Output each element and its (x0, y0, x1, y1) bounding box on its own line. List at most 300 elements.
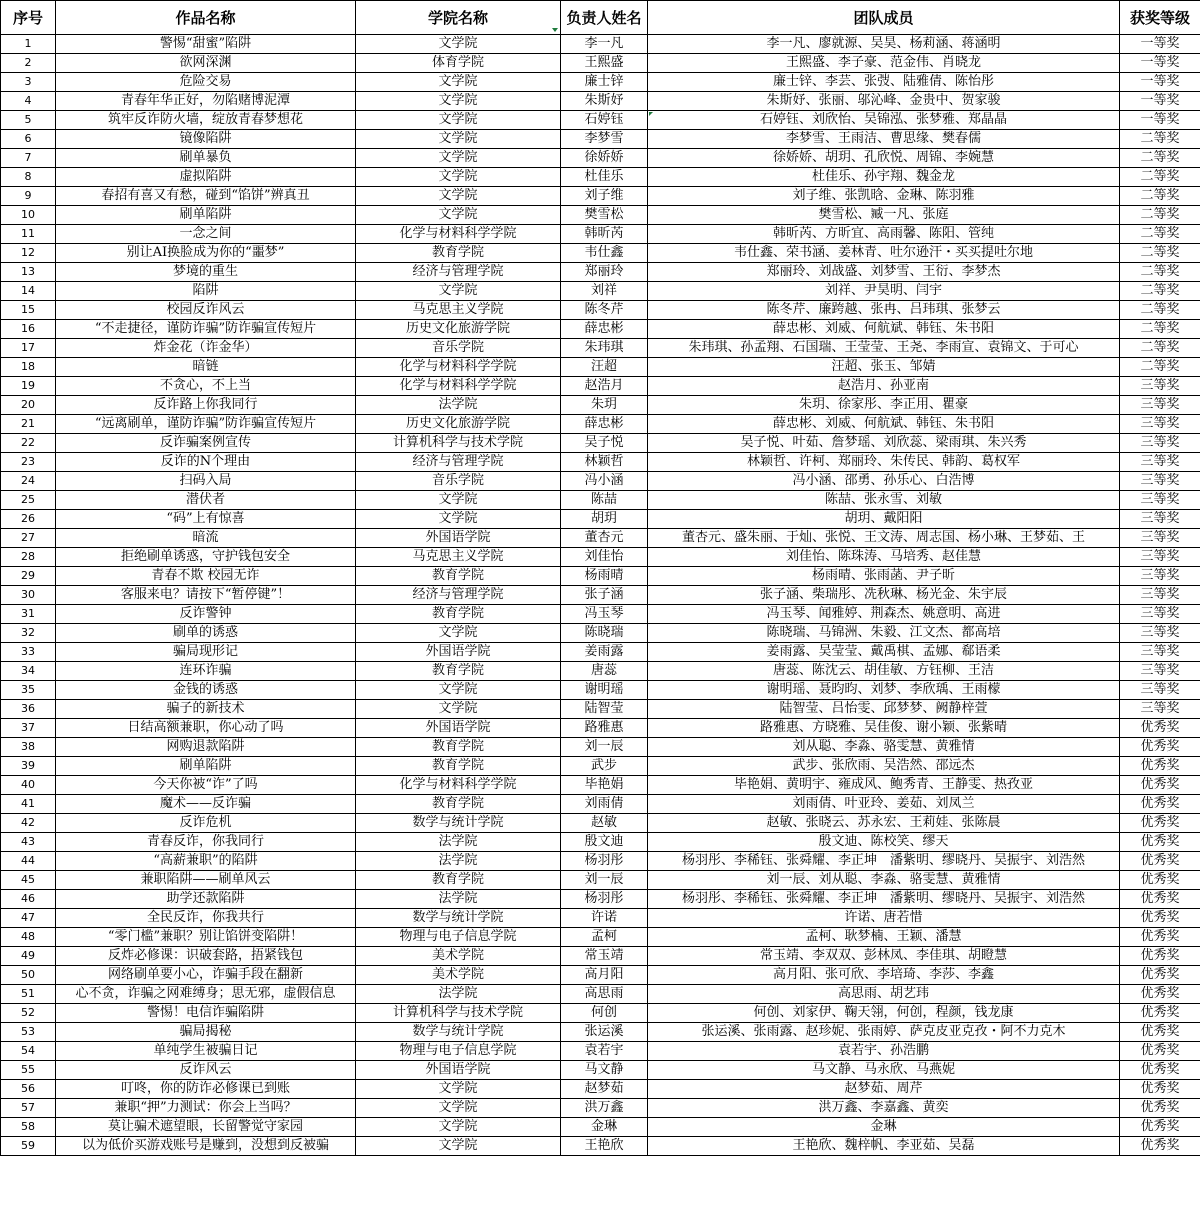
header-work-title[interactable]: 作品名称 (56, 1, 356, 35)
cell-leader[interactable]: 唐蕊 (561, 662, 648, 681)
cell-leader[interactable]: 马文静 (561, 1061, 648, 1080)
cell-team-members[interactable]: 杨羽彤、李稀钰、张舜耀、李正坤 潘紫明、缪晓丹、吴振宇、刘浩然 (648, 890, 1120, 909)
cell-award-level[interactable]: 优秀奖 (1120, 833, 1200, 852)
cell-team-members[interactable]: 陆智莹、吕怡雯、邱梦梦、阙静梓萱 (648, 700, 1120, 719)
cell-work-title[interactable]: “码”上有惊喜 (56, 510, 356, 529)
cell-award-level[interactable]: 三等奖 (1120, 472, 1200, 491)
cell-leader[interactable]: 杨羽彤 (561, 890, 648, 909)
cell-leader[interactable]: 韩昕芮 (561, 225, 648, 244)
cell-leader[interactable]: 石婷钰 (561, 111, 648, 130)
cell-team-members[interactable]: 高月阳、张可欣、李培琦、李莎、李鑫 (648, 966, 1120, 985)
cell-award-level[interactable]: 优秀奖 (1120, 1118, 1200, 1137)
cell-index[interactable]: 52 (1, 1004, 56, 1023)
cell-team-members[interactable]: 刘从聪、李淼、骆雯慧、黄雅情 (648, 738, 1120, 757)
cell-college[interactable]: 物理与电子信息学院 (356, 928, 561, 947)
cell-index[interactable]: 58 (1, 1118, 56, 1137)
cell-college[interactable]: 马克思主义学院 (356, 301, 561, 320)
cell-leader[interactable]: 郑丽玲 (561, 263, 648, 282)
cell-leader[interactable]: 徐娇娇 (561, 149, 648, 168)
cell-index[interactable]: 21 (1, 415, 56, 434)
cell-award-level[interactable]: 优秀奖 (1120, 909, 1200, 928)
cell-work-title[interactable]: 青春不欺 校园无诈 (56, 567, 356, 586)
cell-team-members[interactable]: 何创、刘家伊、鞠天翎，何创，程颜，钱龙康 (648, 1004, 1120, 1023)
cell-college[interactable]: 外国语学院 (356, 643, 561, 662)
cell-leader[interactable]: 刘佳怡 (561, 548, 648, 567)
cell-award-level[interactable]: 三等奖 (1120, 434, 1200, 453)
cell-team-members[interactable]: 胡玥、戴阳阳 (648, 510, 1120, 529)
cell-team-members[interactable]: 董杏元、盛朱丽、于灿、张悦、王文涛、周志国、杨小琳、王梦茹、王 (648, 529, 1120, 548)
cell-leader[interactable]: 朱玮琪 (561, 339, 648, 358)
cell-team-members[interactable]: 郑丽玲、刘战盛、刘梦雪、王衍、李梦杰 (648, 263, 1120, 282)
cell-college[interactable]: 教育学院 (356, 757, 561, 776)
cell-team-members[interactable]: 马文静、马永欣、马燕妮 (648, 1061, 1120, 1080)
cell-team-members[interactable]: 陈冬芹、廉跨越、张冉、吕玮琪、张梦云 (648, 301, 1120, 320)
cell-index[interactable]: 25 (1, 491, 56, 510)
cell-team-members[interactable]: 金琳 (648, 1118, 1120, 1137)
cell-work-title[interactable]: 警惕！电信诈骗陷阱 (56, 1004, 356, 1023)
cell-index[interactable]: 34 (1, 662, 56, 681)
cell-college[interactable]: 教育学院 (356, 662, 561, 681)
cell-award-level[interactable]: 三等奖 (1120, 377, 1200, 396)
cell-leader[interactable]: 杨雨晴 (561, 567, 648, 586)
cell-college[interactable]: 数学与统计学院 (356, 909, 561, 928)
cell-award-level[interactable]: 二等奖 (1120, 130, 1200, 149)
cell-leader[interactable]: 孟柯 (561, 928, 648, 947)
cell-leader[interactable]: 刘子维 (561, 187, 648, 206)
cell-college[interactable]: 文学院 (356, 206, 561, 225)
cell-team-members[interactable]: 冯小涵、邵勇、孙乐心、白浩博 (648, 472, 1120, 491)
cell-work-title[interactable]: 虚拟陷阱 (56, 168, 356, 187)
cell-team-members[interactable]: 常玉靖、李双双、彭林凤、李佳琪、胡瞪慧 (648, 947, 1120, 966)
cell-award-level[interactable]: 二等奖 (1120, 301, 1200, 320)
cell-team-members[interactable]: 刘一辰、刘从聪、李淼、骆雯慧、黄雅情 (648, 871, 1120, 890)
cell-index[interactable]: 2 (1, 54, 56, 73)
cell-work-title[interactable]: 青春年华正好，勿陷赌博泥潭 (56, 92, 356, 111)
cell-work-title[interactable]: 反诈危机 (56, 814, 356, 833)
cell-college[interactable]: 音乐学院 (356, 339, 561, 358)
cell-college[interactable]: 计算机科学与技术学院 (356, 1004, 561, 1023)
cell-work-title[interactable]: “零门槛”兼职？别让馅饼变陷阱！ (56, 928, 356, 947)
cell-award-level[interactable]: 二等奖 (1120, 244, 1200, 263)
cell-index[interactable]: 59 (1, 1137, 56, 1156)
cell-team-members[interactable]: 谢明瑶、聂昀昀、刘梦、李欣瑀、王雨檬 (648, 681, 1120, 700)
cell-college[interactable]: 教育学院 (356, 871, 561, 890)
filter-dropdown-icon[interactable] (552, 28, 558, 32)
cell-award-level[interactable]: 一等奖 (1120, 73, 1200, 92)
cell-college[interactable]: 文学院 (356, 73, 561, 92)
cell-leader[interactable]: 洪万鑫 (561, 1099, 648, 1118)
cell-college[interactable]: 数学与统计学院 (356, 814, 561, 833)
cell-award-level[interactable]: 优秀奖 (1120, 1004, 1200, 1023)
cell-leader[interactable]: 韦仕鑫 (561, 244, 648, 263)
cell-team-members[interactable]: 殷文迪、陈校笑、缪天 (648, 833, 1120, 852)
cell-leader[interactable]: 杜佳乐 (561, 168, 648, 187)
cell-college[interactable]: 文学院 (356, 149, 561, 168)
cell-team-members[interactable]: 樊雪松、臧一凡、张庭 (648, 206, 1120, 225)
cell-award-level[interactable]: 优秀奖 (1120, 966, 1200, 985)
cell-team-members[interactable]: 冯玉琴、闻雅婷、荆森杰、姚意明、高进 (648, 605, 1120, 624)
cell-college[interactable]: 法学院 (356, 396, 561, 415)
cell-work-title[interactable]: 魔术——反诈骗 (56, 795, 356, 814)
cell-college[interactable]: 文学院 (356, 624, 561, 643)
cell-work-title[interactable]: 刷单陷阱 (56, 206, 356, 225)
cell-work-title[interactable]: “高薪兼职”的陷阱 (56, 852, 356, 871)
header-team-members[interactable]: 团队成员 (648, 1, 1120, 35)
cell-team-members[interactable]: 唐蕊、陈沈云、胡佳敏、方钰柳、王洁 (648, 662, 1120, 681)
cell-team-members[interactable]: 杨羽彤、李稀钰、张舜耀、李正坤 潘紫明、缪晓丹、吴振宇、刘浩然 (648, 852, 1120, 871)
cell-work-title[interactable]: 欲网深渊 (56, 54, 356, 73)
cell-team-members[interactable]: 王熙盛、李子豪、范金伟、肖晓龙 (648, 54, 1120, 73)
cell-award-level[interactable]: 二等奖 (1120, 168, 1200, 187)
cell-work-title[interactable]: 心不贪，诈骗之网难缚身；思无邪，虚假信息 (56, 985, 356, 1004)
cell-team-members[interactable]: 赵梦茹、周芹 (648, 1080, 1120, 1099)
cell-work-title[interactable]: 不贪心，不上当 (56, 377, 356, 396)
cell-work-title[interactable]: 客服来电？请按下“暂停键”！ (56, 586, 356, 605)
cell-college[interactable]: 历史文化旅游学院 (356, 320, 561, 339)
cell-team-members[interactable]: 韩昕芮、方昕宜、高雨馨、陈阳、管纯 (648, 225, 1120, 244)
cell-work-title[interactable]: “不走捷径，谨防诈骗”防诈骗宣传短片 (56, 320, 356, 339)
cell-college[interactable]: 化学与材料科学学院 (356, 225, 561, 244)
cell-index[interactable]: 28 (1, 548, 56, 567)
cell-college[interactable]: 文学院 (356, 35, 561, 54)
cell-index[interactable]: 36 (1, 700, 56, 719)
cell-leader[interactable]: 金琳 (561, 1118, 648, 1137)
cell-work-title[interactable]: 网络刷单要小心，诈骗手段在翻新 (56, 966, 356, 985)
cell-team-members[interactable]: 朱玮琪、孙孟翔、石国瑞、王莹莹、王尧、李雨宣、袁锦文、于可心 (648, 339, 1120, 358)
cell-index[interactable]: 33 (1, 643, 56, 662)
cell-work-title[interactable]: 危险交易 (56, 73, 356, 92)
cell-leader[interactable]: 陆智莹 (561, 700, 648, 719)
cell-work-title[interactable]: 一念之间 (56, 225, 356, 244)
cell-award-level[interactable]: 优秀奖 (1120, 814, 1200, 833)
cell-work-title[interactable]: 反诈骗案例宣传 (56, 434, 356, 453)
cell-index[interactable]: 4 (1, 92, 56, 111)
cell-college[interactable]: 历史文化旅游学院 (356, 415, 561, 434)
cell-index[interactable]: 53 (1, 1023, 56, 1042)
cell-work-title[interactable]: 潜伏者 (56, 491, 356, 510)
cell-team-members[interactable]: 刘佳怡、陈珠涛、马培秀、赵佳慧 (648, 548, 1120, 567)
cell-team-members[interactable]: 孟柯、耿梦楠、王颖、潘慧 (648, 928, 1120, 947)
cell-award-level[interactable]: 优秀奖 (1120, 985, 1200, 1004)
cell-work-title[interactable]: 助学还款陷阱 (56, 890, 356, 909)
cell-award-level[interactable]: 二等奖 (1120, 149, 1200, 168)
cell-work-title[interactable]: 网购退款陷阱 (56, 738, 356, 757)
cell-index[interactable]: 3 (1, 73, 56, 92)
cell-award-level[interactable]: 一等奖 (1120, 35, 1200, 54)
cell-leader[interactable]: 樊雪松 (561, 206, 648, 225)
cell-college[interactable]: 物理与电子信息学院 (356, 1042, 561, 1061)
cell-work-title[interactable]: 金钱的诱惑 (56, 681, 356, 700)
cell-work-title[interactable]: 反诈警钟 (56, 605, 356, 624)
cell-award-level[interactable]: 三等奖 (1120, 529, 1200, 548)
cell-work-title[interactable]: 今天你被“诈”了吗 (56, 776, 356, 795)
cell-award-level[interactable]: 优秀奖 (1120, 890, 1200, 909)
cell-index[interactable]: 10 (1, 206, 56, 225)
cell-leader[interactable]: 朱斯妤 (561, 92, 648, 111)
cell-leader[interactable]: 陈冬芹 (561, 301, 648, 320)
cell-work-title[interactable]: 骗局揭秘 (56, 1023, 356, 1042)
cell-college[interactable]: 外国语学院 (356, 1061, 561, 1080)
cell-leader[interactable]: 张子涵 (561, 586, 648, 605)
cell-leader[interactable]: 王艳欣 (561, 1137, 648, 1156)
cell-award-level[interactable]: 二等奖 (1120, 339, 1200, 358)
cell-work-title[interactable]: 炸金花（诈金华） (56, 339, 356, 358)
cell-leader[interactable]: 许诺 (561, 909, 648, 928)
cell-college[interactable]: 美术学院 (356, 966, 561, 985)
cell-award-level[interactable]: 三等奖 (1120, 453, 1200, 472)
cell-leader[interactable]: 袁若宇 (561, 1042, 648, 1061)
cell-award-level[interactable]: 三等奖 (1120, 586, 1200, 605)
cell-index[interactable]: 9 (1, 187, 56, 206)
cell-work-title[interactable]: “远离刷单，谨防诈骗”防诈骗宣传短片 (56, 415, 356, 434)
cell-team-members[interactable]: 朱斯妤、张丽、邬沁峰、金贵中、贺家骏 (648, 92, 1120, 111)
cell-award-level[interactable]: 二等奖 (1120, 282, 1200, 301)
cell-work-title[interactable]: 叮咚，你的防诈必修课已到账 (56, 1080, 356, 1099)
cell-award-level[interactable]: 三等奖 (1120, 396, 1200, 415)
cell-award-level[interactable]: 优秀奖 (1120, 1080, 1200, 1099)
cell-award-level[interactable]: 一等奖 (1120, 92, 1200, 111)
cell-college[interactable]: 文学院 (356, 1099, 561, 1118)
cell-index[interactable]: 26 (1, 510, 56, 529)
cell-college[interactable]: 教育学院 (356, 567, 561, 586)
cell-work-title[interactable]: 反诈路上你我同行 (56, 396, 356, 415)
cell-team-members[interactable]: 李一凡、廖就源、吴昊、杨莉涵、蒋涵明 (648, 35, 1120, 54)
cell-work-title[interactable]: 陷阱 (56, 282, 356, 301)
cell-team-members[interactable]: 刘子维、张凯晗、金琳、陈羽雅 (648, 187, 1120, 206)
cell-index[interactable]: 46 (1, 890, 56, 909)
cell-award-level[interactable]: 优秀奖 (1120, 1042, 1200, 1061)
cell-leader[interactable]: 廉士锌 (561, 73, 648, 92)
cell-index[interactable]: 45 (1, 871, 56, 890)
cell-leader[interactable]: 高思雨 (561, 985, 648, 1004)
cell-index[interactable]: 43 (1, 833, 56, 852)
cell-index[interactable]: 57 (1, 1099, 56, 1118)
cell-leader[interactable]: 李一凡 (561, 35, 648, 54)
cell-team-members[interactable]: 张子涵、柴瑞彤、冼秋琳、杨光金、朱宇辰 (648, 586, 1120, 605)
cell-college[interactable]: 文学院 (356, 92, 561, 111)
cell-team-members[interactable]: 吴子悦、叶茹、詹梦瑶、刘欣蕊、梁雨琪、朱兴秀 (648, 434, 1120, 453)
cell-team-members[interactable]: 廉士锌、李芸、张弢、陆雅倩、陈怡彤 (648, 73, 1120, 92)
cell-college[interactable]: 教育学院 (356, 605, 561, 624)
cell-award-level[interactable]: 二等奖 (1120, 187, 1200, 206)
cell-team-members[interactable]: 袁若宇、孙浩鹏 (648, 1042, 1120, 1061)
cell-index[interactable]: 56 (1, 1080, 56, 1099)
cell-index[interactable]: 29 (1, 567, 56, 586)
cell-college[interactable]: 法学院 (356, 890, 561, 909)
cell-award-level[interactable]: 二等奖 (1120, 263, 1200, 282)
cell-index[interactable]: 12 (1, 244, 56, 263)
cell-leader[interactable]: 胡玥 (561, 510, 648, 529)
cell-index[interactable]: 44 (1, 852, 56, 871)
cell-leader[interactable]: 汪超 (561, 358, 648, 377)
cell-leader[interactable]: 赵浩月 (561, 377, 648, 396)
cell-index[interactable]: 5 (1, 111, 56, 130)
cell-college[interactable]: 文学院 (356, 1118, 561, 1137)
cell-work-title[interactable]: 骗子的新技术 (56, 700, 356, 719)
cell-team-members[interactable]: 武步、张欣雨、吴浩然、邵远杰 (648, 757, 1120, 776)
cell-award-level[interactable]: 一等奖 (1120, 111, 1200, 130)
cell-leader[interactable]: 冯玉琴 (561, 605, 648, 624)
cell-award-level[interactable]: 三等奖 (1120, 415, 1200, 434)
cell-team-members[interactable]: 王艳欣、魏梓帆、李亚茹、吴磊 (648, 1137, 1120, 1156)
cell-index[interactable]: 51 (1, 985, 56, 1004)
cell-college[interactable]: 文学院 (356, 130, 561, 149)
cell-index[interactable]: 47 (1, 909, 56, 928)
cell-award-level[interactable]: 优秀奖 (1120, 776, 1200, 795)
cell-award-level[interactable]: 一等奖 (1120, 54, 1200, 73)
cell-award-level[interactable]: 三等奖 (1120, 491, 1200, 510)
cell-leader[interactable]: 刘一辰 (561, 871, 648, 890)
cell-work-title[interactable]: 梦境的重生 (56, 263, 356, 282)
cell-award-level[interactable]: 优秀奖 (1120, 1137, 1200, 1156)
cell-leader[interactable]: 张运溪 (561, 1023, 648, 1042)
cell-leader[interactable]: 毕艳娟 (561, 776, 648, 795)
cell-index[interactable]: 11 (1, 225, 56, 244)
cell-college[interactable]: 化学与材料科学学院 (356, 377, 561, 396)
cell-college[interactable]: 教育学院 (356, 795, 561, 814)
cell-index[interactable]: 39 (1, 757, 56, 776)
cell-work-title[interactable]: 反炸必修课：识破套路，捂紧钱包 (56, 947, 356, 966)
cell-work-title[interactable]: 以为低价买游戏账号是赚到，没想到反被骗 (56, 1137, 356, 1156)
cell-work-title[interactable]: 连环诈骗 (56, 662, 356, 681)
cell-leader[interactable]: 薛忠彬 (561, 415, 648, 434)
cell-award-level[interactable]: 三等奖 (1120, 510, 1200, 529)
cell-team-members[interactable]: 高思雨、胡艺玮 (648, 985, 1120, 1004)
cell-college[interactable]: 文学院 (356, 491, 561, 510)
cell-work-title[interactable]: 兼职“押”力测试：你会上当吗？ (56, 1099, 356, 1118)
cell-index[interactable]: 38 (1, 738, 56, 757)
cell-team-members[interactable]: 朱玥、徐家彤、李正用、瞿豪 (648, 396, 1120, 415)
cell-index[interactable]: 17 (1, 339, 56, 358)
cell-team-members[interactable]: 刘祥、尹昊明、闫宇 (648, 282, 1120, 301)
cell-college[interactable]: 文学院 (356, 187, 561, 206)
cell-college[interactable]: 教育学院 (356, 244, 561, 263)
cell-work-title[interactable]: 刷单的诱惑 (56, 624, 356, 643)
cell-team-members[interactable]: 杜佳乐、孙宇翔、魏金龙 (648, 168, 1120, 187)
cell-college[interactable]: 化学与材料科学学院 (356, 358, 561, 377)
cell-leader[interactable]: 殷文迪 (561, 833, 648, 852)
cell-team-members[interactable]: 汪超、张玉、邹婧 (648, 358, 1120, 377)
cell-college[interactable]: 文学院 (356, 282, 561, 301)
cell-team-members[interactable]: 薛忠彬、刘威、何航斌、韩钰、朱书阳 (648, 415, 1120, 434)
cell-index[interactable]: 54 (1, 1042, 56, 1061)
cell-college[interactable]: 法学院 (356, 833, 561, 852)
cell-leader[interactable]: 武步 (561, 757, 648, 776)
cell-leader[interactable]: 赵敏 (561, 814, 648, 833)
cell-college[interactable]: 文学院 (356, 111, 561, 130)
cell-award-level[interactable]: 二等奖 (1120, 206, 1200, 225)
cell-index[interactable]: 48 (1, 928, 56, 947)
cell-team-members[interactable]: 赵敏、张晓云、苏永宏、王莉娃、张陈晨 (648, 814, 1120, 833)
cell-team-members[interactable]: 刘雨倩、叶亚玲、姜茹、刘凤兰 (648, 795, 1120, 814)
cell-team-members[interactable]: 张运溪、张雨露、赵珍妮、张雨婷、萨克皮亚克孜・阿不力克木 (648, 1023, 1120, 1042)
cell-award-level[interactable]: 优秀奖 (1120, 928, 1200, 947)
cell-work-title[interactable]: 单纯学生被骗日记 (56, 1042, 356, 1061)
cell-index[interactable]: 14 (1, 282, 56, 301)
cell-team-members[interactable] (648, 111, 1120, 130)
cell-award-level[interactable]: 三等奖 (1120, 548, 1200, 567)
cell-award-level[interactable]: 二等奖 (1120, 358, 1200, 377)
cell-work-title[interactable]: 扫码入局 (56, 472, 356, 491)
cell-team-members[interactable]: 陈喆、张永雪、刘敏 (648, 491, 1120, 510)
cell-work-title[interactable]: 暗流 (56, 529, 356, 548)
cell-leader[interactable]: 林颖哲 (561, 453, 648, 472)
cell-college[interactable]: 文学院 (356, 1137, 561, 1156)
cell-index[interactable]: 40 (1, 776, 56, 795)
cell-index[interactable]: 42 (1, 814, 56, 833)
cell-college[interactable]: 文学院 (356, 681, 561, 700)
cell-work-title[interactable]: 反诈风云 (56, 1061, 356, 1080)
header-leader[interactable]: 负责人姓名 (561, 1, 648, 35)
cell-award-level[interactable]: 优秀奖 (1120, 757, 1200, 776)
cell-index[interactable]: 1 (1, 35, 56, 54)
cell-award-level[interactable]: 优秀奖 (1120, 719, 1200, 738)
cell-team-members[interactable]: 杨雨晴、张雨菡、尹子昕 (648, 567, 1120, 586)
cell-award-level[interactable]: 三等奖 (1120, 700, 1200, 719)
cell-college[interactable]: 美术学院 (356, 947, 561, 966)
cell-leader[interactable]: 冯小涵 (561, 472, 648, 491)
cell-index[interactable]: 20 (1, 396, 56, 415)
cell-work-title[interactable]: 刷单陷阱 (56, 757, 356, 776)
cell-leader[interactable]: 薛忠彬 (561, 320, 648, 339)
cell-index[interactable]: 35 (1, 681, 56, 700)
cell-leader[interactable]: 路雅惠 (561, 719, 648, 738)
cell-award-level[interactable]: 优秀奖 (1120, 1099, 1200, 1118)
cell-team-members[interactable]: 路雅惠、方晓雅、吴佳俊、谢小颖、张紫晴 (648, 719, 1120, 738)
cell-work-title[interactable]: 莫让骗术遮望眼，长留警觉守家园 (56, 1118, 356, 1137)
cell-team-members[interactable]: 许诺、唐若惜 (648, 909, 1120, 928)
cell-index[interactable]: 22 (1, 434, 56, 453)
cell-award-level[interactable]: 三等奖 (1120, 567, 1200, 586)
cell-team-members[interactable]: 薛忠彬、刘威、何航斌、韩钰、朱书阳 (648, 320, 1120, 339)
header-index[interactable]: 序号 (1, 1, 56, 35)
cell-college[interactable]: 体育学院 (356, 54, 561, 73)
cell-college[interactable]: 经济与管理学院 (356, 453, 561, 472)
cell-index[interactable]: 7 (1, 149, 56, 168)
cell-leader[interactable]: 刘雨倩 (561, 795, 648, 814)
cell-index[interactable]: 55 (1, 1061, 56, 1080)
cell-college[interactable]: 教育学院 (356, 738, 561, 757)
cell-award-level[interactable]: 优秀奖 (1120, 852, 1200, 871)
cell-index[interactable]: 31 (1, 605, 56, 624)
cell-college[interactable]: 数学与统计学院 (356, 1023, 561, 1042)
cell-team-members[interactable]: 姜雨露、吴莹莹、戴禹棋、孟娜、郗语柔 (648, 643, 1120, 662)
cell-team-members[interactable]: 洪万鑫、李嘉鑫、黄奕 (648, 1099, 1120, 1118)
cell-award-level[interactable]: 二等奖 (1120, 225, 1200, 244)
cell-college[interactable]: 法学院 (356, 852, 561, 871)
cell-index[interactable]: 8 (1, 168, 56, 187)
cell-leader[interactable]: 姜雨露 (561, 643, 648, 662)
cell-work-title[interactable]: 反诈的N个理由 (56, 453, 356, 472)
cell-leader[interactable]: 朱玥 (561, 396, 648, 415)
cell-index[interactable]: 24 (1, 472, 56, 491)
cell-work-title[interactable]: 警惕“甜蜜”陷阱 (56, 35, 356, 54)
cell-leader[interactable]: 杨羽彤 (561, 852, 648, 871)
cell-college[interactable]: 计算机科学与技术学院 (356, 434, 561, 453)
cell-work-title[interactable]: 校园反诈风云 (56, 301, 356, 320)
cell-work-title[interactable]: 暗链 (56, 358, 356, 377)
cell-college[interactable]: 化学与材料科学学院 (356, 776, 561, 795)
cell-leader[interactable]: 吴子悦 (561, 434, 648, 453)
cell-team-members[interactable]: 赵浩月、孙亚南 (648, 377, 1120, 396)
cell-index[interactable]: 15 (1, 301, 56, 320)
cell-award-level[interactable]: 优秀奖 (1120, 947, 1200, 966)
cell-award-level[interactable]: 三等奖 (1120, 605, 1200, 624)
cell-work-title[interactable]: 拒绝刷单诱惑，守护钱包安全 (56, 548, 356, 567)
cell-college[interactable]: 经济与管理学院 (356, 586, 561, 605)
cell-index[interactable]: 32 (1, 624, 56, 643)
cell-award-level[interactable]: 三等奖 (1120, 662, 1200, 681)
